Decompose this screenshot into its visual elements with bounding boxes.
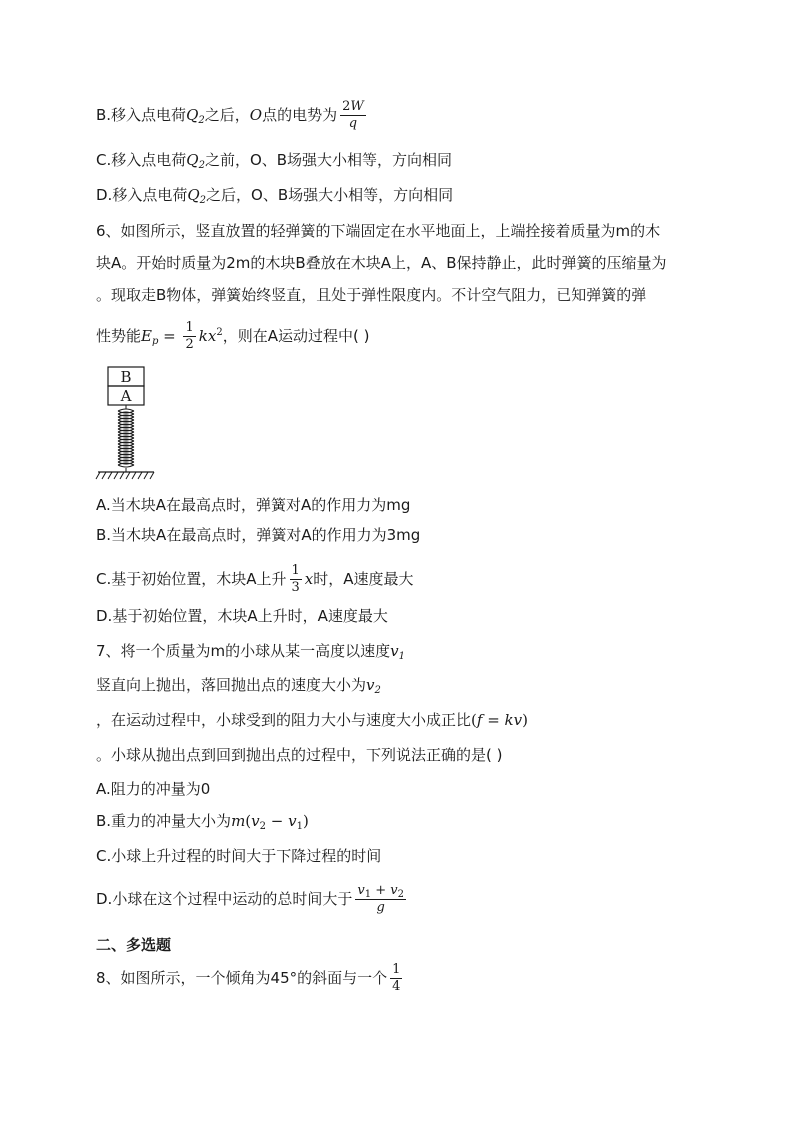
q6-stem-line-4: 性势能$E_p$ = $\frac{1}{2}$ $kx^2$，则在A运动过程中( ) [96,320,370,352]
q2-symbol: $Q_2$ [186,106,205,126]
q7-stem-line-1: 7、将一个质量为m的小球从某一高度以速度$v_1$ [96,642,406,662]
q6-option-d: D.基于初始位置，木块A上升时，A速度最大 [96,607,388,625]
ground [96,472,154,479]
ep-formula: $E_p$ [141,327,159,347]
o-symbol: O [249,106,263,124]
q7-option-c: C.小球上升过程的时间大于下降过程的时间 [96,847,382,865]
q7-stem-line-4: 。小球从抛出点到回到抛出点的过程中，下列说法正确的是( ) [96,746,503,764]
q6-option-a: A.当木块A在最高点时，弹簧对A的作用力为mg [96,496,411,514]
q6-option-b: B.当木块A在最高点时，弹簧对A的作用力为3mg [96,526,421,544]
q6-option-c: C.基于初始位置，木块A上升 $\frac{1}{3}$ x时，A速度最大 [96,563,414,595]
spring [118,405,134,472]
fraction-one-third: $\frac{1}{3}$ [291,563,300,595]
fraction-v1-plus-v2-over-g: $\frac{v_1 + v_2}{g}$ [357,883,404,915]
impulse-formula: $m(v_2 - v_1)$ [231,812,309,832]
q6-stem-line-3: 。现取走B物体，弹簧始终竖直，且处于弹性限度内。不计空气阻力，已知弹簧的弹 [96,286,647,304]
q5-option-d: D.移入点电荷$Q_2$之后，O、B场强大小相等，方向相同 [96,186,454,206]
f-equals-kv: (f = kv) [471,711,528,729]
fraction-2w-over-q: $\frac{2W}{q}$ [342,99,364,131]
section-title-multiple-choice: 二、多选题 [96,936,172,954]
q6-stem-line-1: 6、如图所示，竖直放置的轻弹簧的下端固定在水平地面上，上端拴接着质量为m的木 [96,222,661,240]
q7-stem-line-3: ，在运动过程中，小球受到的阻力大小与速度大小成正比(f = kv) [96,711,528,729]
q8-stem-line-1: 8、如图所示，一个倾角为45°的斜面与一个 $\frac{1}{4}$ [96,962,401,994]
q7-option-a: A.阻力的冲量为0 [96,780,211,798]
fraction-one-half: $\frac{1}{2}$ [185,320,194,352]
q7-option-b: B.重力的冲量大小为$m(v_2 - v_1)$ [96,812,309,832]
spring-block-figure [92,362,164,484]
q7-stem-line-2: 竖直向上抛出，落回抛出点的速度大小为$v_2$ [96,676,381,696]
q5-option-b: B.移入点电荷$Q_2$之后，O点的电势为 $\frac{2W}{q}$ [96,99,364,131]
q6-stem-line-2: 块A。开始时质量为2m的木块B叠放在木块A上，A、B保持静止，此时弹簧的压缩量为 [96,254,667,272]
fraction-one-quarter: $\frac{1}{4}$ [392,962,401,994]
block-b-label: B [120,368,132,386]
q7-option-d: D.小球在这个过程中运动的总时间大于 $\frac{v_1 + v_2}{g}$ [96,883,404,915]
block-a-label: A [120,387,132,405]
q5-option-c: C.移入点电荷$Q_2$之前，O、B场强大小相等，方向相同 [96,151,453,171]
